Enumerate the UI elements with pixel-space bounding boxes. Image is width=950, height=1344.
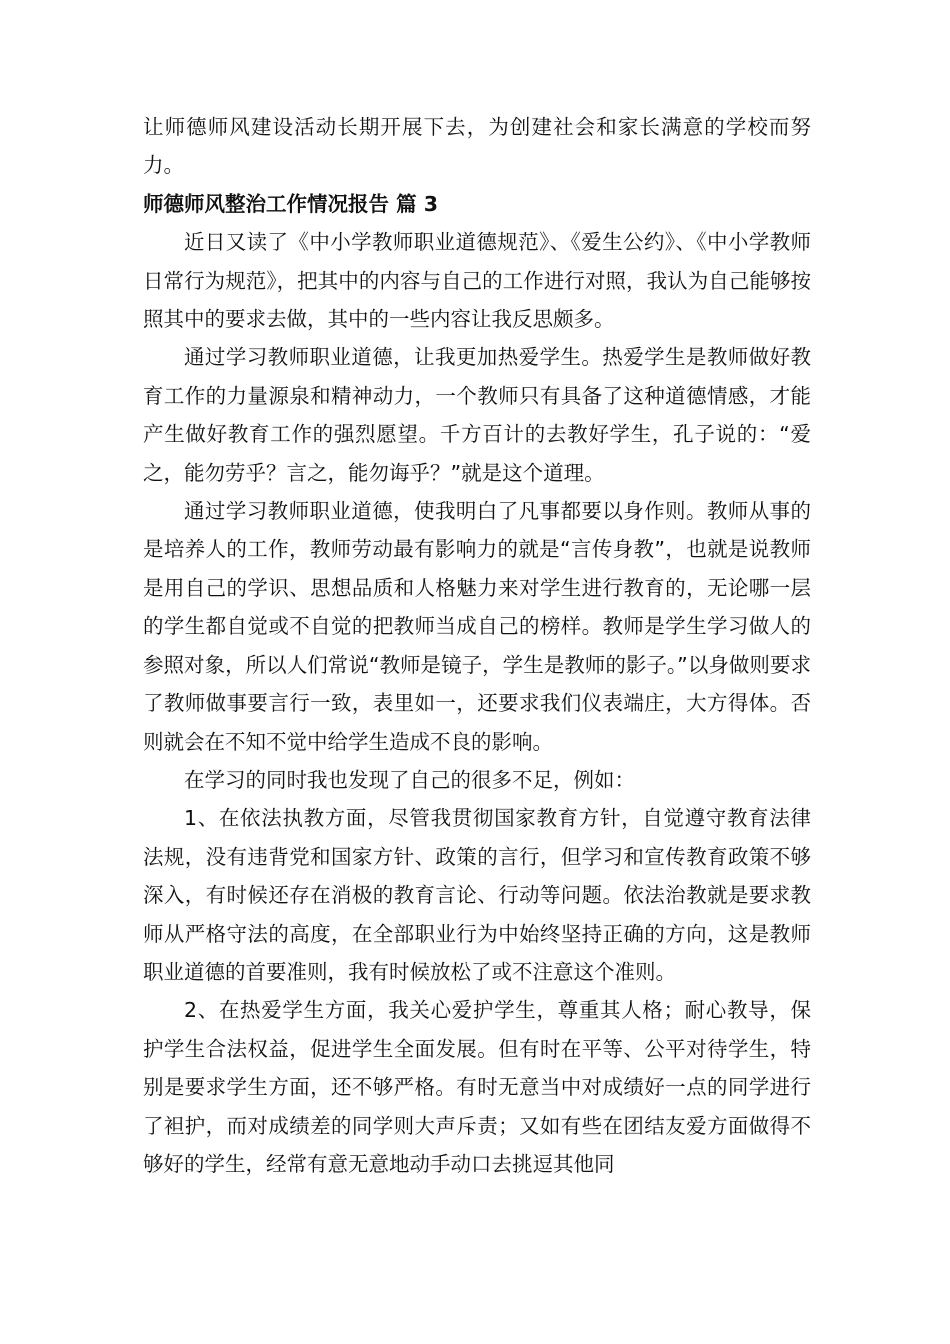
- body-paragraph: 通过学习教师职业道德，让我更加热爱学生。热爱学生是教师做好教育工作的力量源泉和精神动力，一个教师只有具备了这种道德情感，才能产生做好教育工作的强烈愿望。千方百计的去教好学生，孔子说的：“爱之，能勿劳乎？言之，能勿诲乎？”就是这个道理。: [143, 345, 811, 485]
- list-item-paragraph: 2、在热爱学生方面，我关心爱护学生，尊重其人格；耐心教导，保护学生合法权益，促进学生全面发展。但有时在平等、公平对待学生，特别是要求学生方面，还不够严格。有时无意当中对成绩好一点的同学进行了袒护，而对成绩差的同学则大声斥责；又如有些在团结友爱方面做得不够好的学生，经常有意无意地动手动口去挑逗其他同: [143, 998, 811, 1176]
- body-paragraph: 近日又读了《中小学教师职业道德规范》、《爱生公约》、《中小学教师日常行为规范》，把其中的内容与自己的工作进行对照，我认为自己能够按照其中的要求去做，其中的一些内容让我反思颇多。: [143, 230, 811, 332]
- section-heading: 师德师风整治工作情况报告 篇 3: [143, 191, 439, 216]
- body-paragraph: 在学习的同时我也发现了自己的很多不足，例如：: [184, 767, 635, 792]
- continuation-paragraph: 让师德师风建设活动长期开展下去，为创建社会和家长满意的学校而努力。: [143, 115, 811, 178]
- list-item-paragraph: 1、在依法执教方面，尽管我贯彻国家教育方针，自觉遵守教育法律法规，没有违背党和国家方针、政策的言行，但学习和宣传教育政策不够深入，有时候还存在消极的教育言论、行动等问题。依法治教就是要求教师从严格守法的高度，在全部职业行为中始终坚持正确的方向，这是教师职业道德的首要准则，我有时候放松了或不注意这个准则。: [143, 806, 811, 984]
- document-page: [143, 108, 811, 1183]
- body-paragraph: 通过学习教师职业道德，使我明白了凡事都要以身作则。教师从事的是培养人的工作，教师劳动最有影响力的就是“言传身教”，也就是说教师是用自己的学识、思想品质和人格魅力来对学生进行教育的，无论哪一层的学生都自觉或不自觉的把教师当成自己的榜样。教师是学生学习做人的参照对象，所以人们常说“教师是镜子，学生是教师的影子。”以身做则要求了教师做事要言行一致，表里如一，还要求我们仪表端庄，大方得体。否则就会在不知不觉中给学生造成不良的影响。: [143, 499, 811, 754]
